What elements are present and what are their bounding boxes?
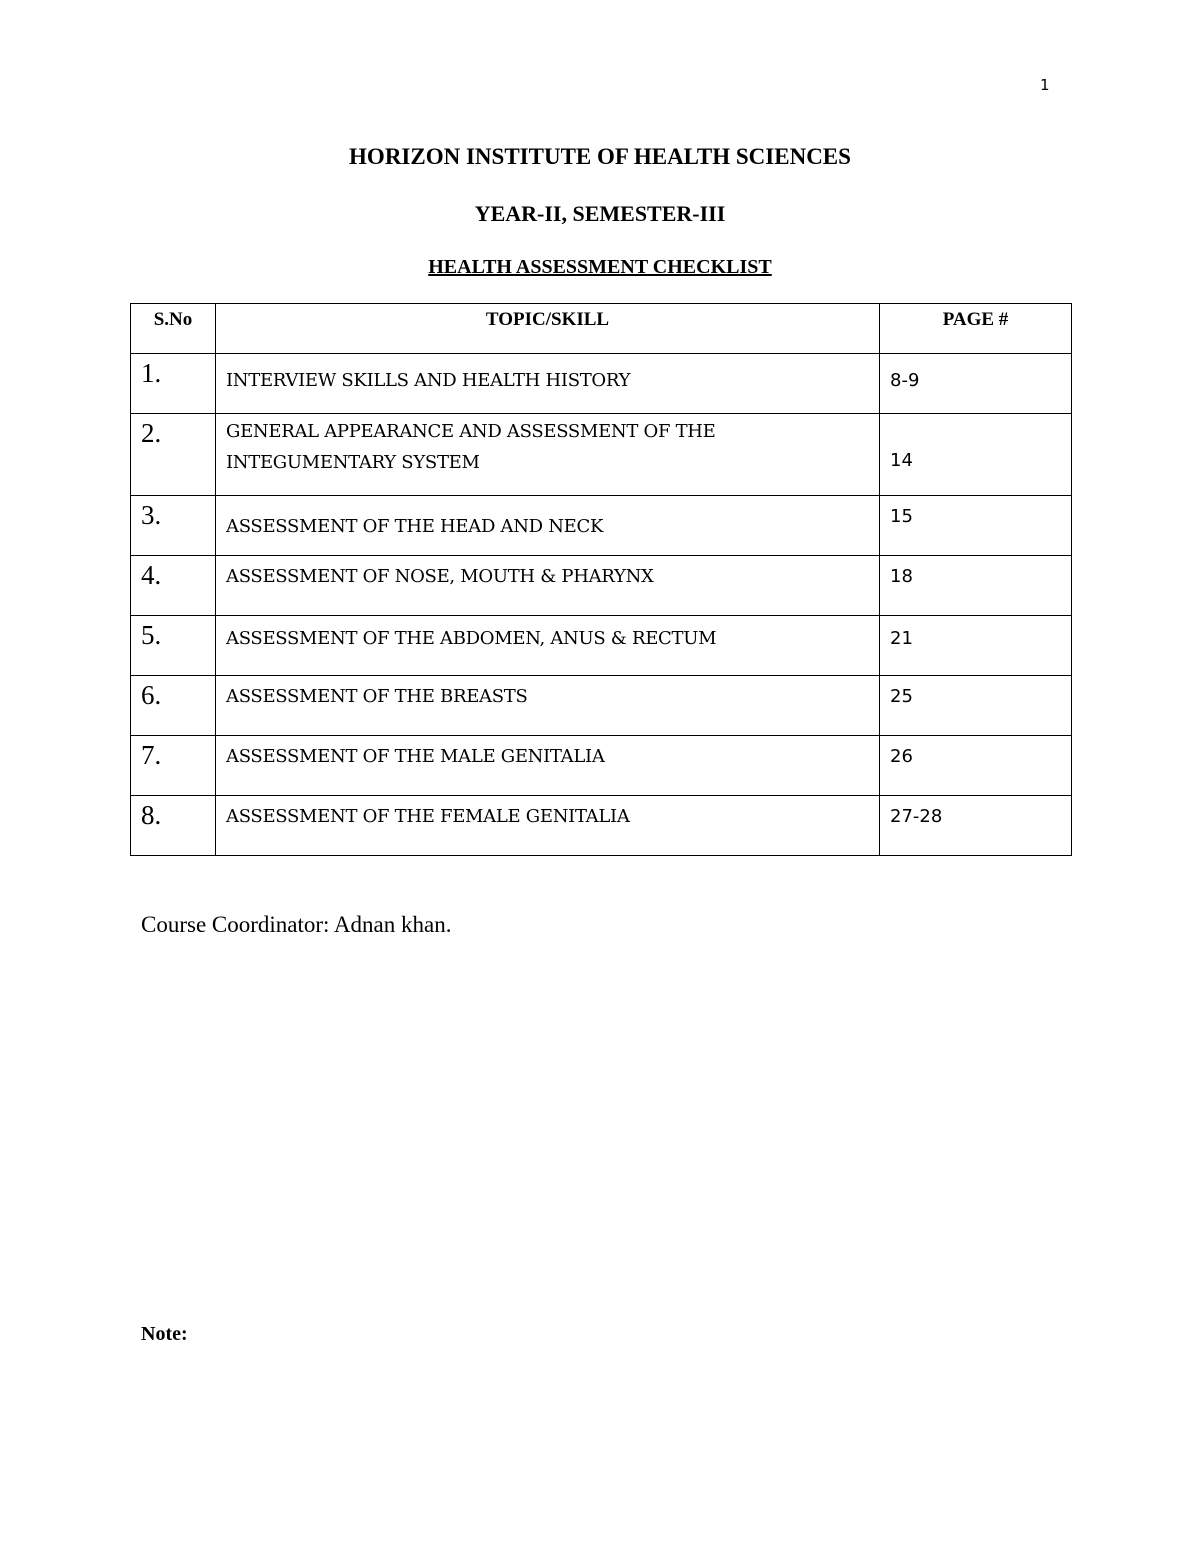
table-header-row <box>131 304 1072 354</box>
row-page: 18 <box>880 556 1072 616</box>
row-topic: ASSESSMENT OF NOSE, MOUTH & PHARYNX <box>216 556 880 616</box>
table-row <box>131 736 1072 796</box>
row-topic: INTERVIEW SKILLS AND HEALTH HISTORY <box>216 354 880 414</box>
row-number: 6. <box>131 676 216 736</box>
row-topic: ASSESSMENT OF THE BREASTS <box>216 676 880 736</box>
table-row <box>131 616 1072 676</box>
table-row <box>131 796 1072 856</box>
checklist-table <box>130 303 1072 856</box>
table-row <box>131 414 1072 496</box>
checklist-title: HEALTH ASSESSMENT CHECKLIST <box>428 256 772 278</box>
row-number: 5. <box>131 616 216 676</box>
row-page: 21 <box>880 616 1072 676</box>
table-row <box>131 676 1072 736</box>
row-page: 27-28 <box>880 796 1072 856</box>
row-page: 25 <box>880 676 1072 736</box>
table-row <box>131 354 1072 414</box>
row-topic: ASSESSMENT OF THE ABDOMEN, ANUS & RECTUM <box>216 616 880 676</box>
row-page: 8-9 <box>880 354 1072 414</box>
row-number: 3. <box>131 496 216 556</box>
row-number: 7. <box>131 736 216 796</box>
row-number: 8. <box>131 796 216 856</box>
column-header-sno: S.No <box>131 304 216 354</box>
row-number: 4. <box>131 556 216 616</box>
note-label: Note: <box>141 1323 188 1345</box>
column-header-page: PAGE # <box>880 304 1072 354</box>
row-number: 1. <box>131 354 216 414</box>
column-header-topic: TOPIC/SKILL <box>216 304 880 354</box>
row-topic: ASSESSMENT OF THE HEAD AND NECK <box>216 496 880 556</box>
row-topic: ASSESSMENT OF THE FEMALE GENITALIA <box>216 796 880 856</box>
course-coordinator: Course Coordinator: Adnan khan. <box>141 912 452 937</box>
table-row <box>131 556 1072 616</box>
row-topic: GENERAL APPEARANCE AND ASSESSMENT OF THE INTEGUMENTARY SYSTEM <box>216 414 880 496</box>
page-number: 1 <box>1040 76 1050 94</box>
row-page: 15 <box>880 496 1072 556</box>
row-page: 26 <box>880 736 1072 796</box>
row-number: 2. <box>131 414 216 496</box>
row-page: 14 <box>880 414 1072 496</box>
year-semester: YEAR-II, SEMESTER-III <box>474 201 726 226</box>
table-row <box>131 496 1072 556</box>
row-topic: ASSESSMENT OF THE MALE GENITALIA <box>216 736 880 796</box>
institute-title: HORIZON INSTITUTE OF HEALTH SCIENCES <box>349 144 851 169</box>
